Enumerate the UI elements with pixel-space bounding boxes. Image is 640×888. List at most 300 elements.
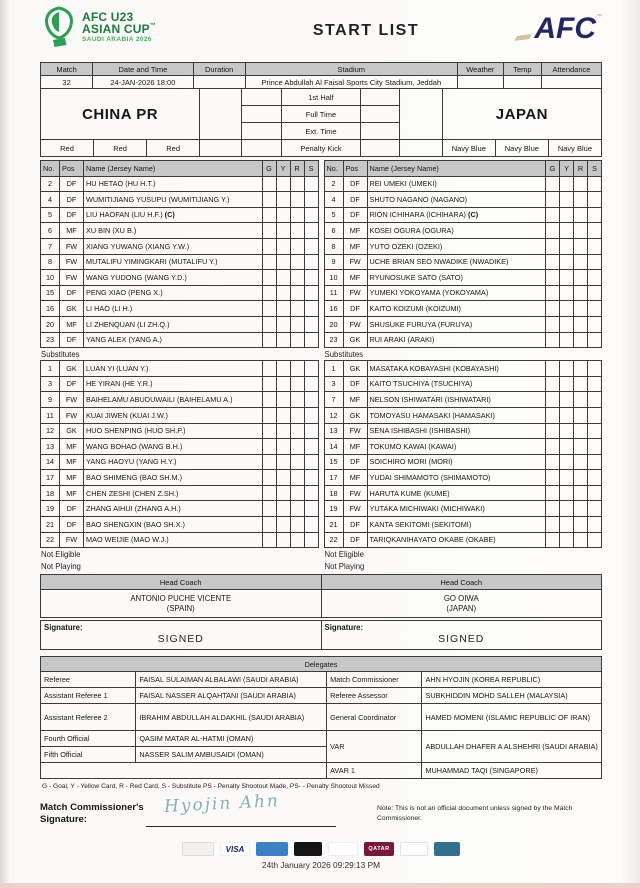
player-position-cell: DF bbox=[343, 454, 367, 470]
away-kit-color-3: Navy Blue bbox=[548, 140, 601, 157]
player-position-cell: GK bbox=[343, 361, 367, 377]
player-row bbox=[41, 376, 319, 392]
player-number-cell: 5 bbox=[324, 207, 343, 223]
player-number-cell: 11 bbox=[41, 407, 60, 423]
red-card-cell bbox=[574, 270, 588, 286]
yellow-card-cell bbox=[560, 176, 574, 192]
substitution-cell bbox=[304, 238, 318, 254]
away-ext-time-score-cell bbox=[360, 123, 400, 140]
substitution-cell bbox=[588, 176, 602, 192]
home-head-coach bbox=[41, 590, 322, 618]
player-table-header bbox=[41, 161, 319, 177]
page-title: START LIST bbox=[312, 22, 420, 39]
player-position-cell: DF bbox=[343, 517, 367, 533]
ext-time-label: Ext. Time bbox=[281, 123, 360, 140]
referee-role: Referee bbox=[41, 672, 136, 688]
player-position-cell: MF bbox=[343, 392, 367, 408]
date-time-value: 24-JAN-2026 18:00 bbox=[93, 76, 193, 89]
player-position-cell: DF bbox=[60, 501, 84, 517]
player-name-cell: RUI ARAKI (ARAKI) bbox=[367, 332, 546, 348]
player-number-cell: 17 bbox=[324, 470, 343, 486]
home-not-eligible-label: Not Eligible bbox=[41, 550, 81, 560]
referee-assessor-name: SUBKHIDDIN MOHD SALLEH (MALAYSIA) bbox=[422, 688, 602, 704]
player-position-cell: MF bbox=[60, 470, 84, 486]
assistant-referee-1-role: Assistant Referee 1 bbox=[41, 688, 136, 704]
player-name-cell: SENA ISHIBASHI (ISHIBASHI) bbox=[367, 423, 546, 439]
player-number-cell: 15 bbox=[41, 285, 60, 301]
red-card-cell bbox=[574, 532, 588, 548]
player-row bbox=[41, 270, 319, 286]
player-number-cell: 10 bbox=[41, 270, 60, 286]
substitution-cell bbox=[588, 454, 602, 470]
player-name-cell: PENG XIAO (PENG X.) bbox=[84, 285, 263, 301]
yellow-card-cell bbox=[560, 485, 574, 501]
goal-cell bbox=[262, 254, 276, 270]
player-row bbox=[324, 238, 602, 254]
full-time-label: Full Time bbox=[281, 106, 360, 123]
yellow-card-cell bbox=[560, 407, 574, 423]
goal-cell bbox=[546, 301, 560, 317]
substitution-cell bbox=[304, 176, 318, 192]
visa-logo: VISA bbox=[220, 842, 250, 856]
goal-cell bbox=[546, 361, 560, 377]
match-commissioner-role: Match Commissioner bbox=[327, 672, 422, 688]
player-name-cell: KUAI JIWEN (KUAI J.W.) bbox=[84, 407, 263, 423]
home-ext-time-score-cell bbox=[242, 123, 282, 140]
substitution-cell bbox=[588, 439, 602, 455]
yellow-card-cell bbox=[276, 407, 290, 423]
goal-cell bbox=[262, 470, 276, 486]
player-position-cell: FW bbox=[343, 254, 367, 270]
home-penalty-score-cell bbox=[242, 140, 282, 157]
player-row bbox=[324, 223, 602, 239]
red-card-cell bbox=[574, 301, 588, 317]
goal-cell bbox=[262, 207, 276, 223]
player-position-cell: MF bbox=[343, 470, 367, 486]
player-name-cell: YUTAKA MICHIWAKI (MICHIWAKI) bbox=[367, 501, 546, 517]
player-name-cell: WANG YUDONG (WANG Y.D.) bbox=[84, 270, 263, 286]
player-position-cell: MF bbox=[343, 270, 367, 286]
goal-cell bbox=[546, 176, 560, 192]
player-row bbox=[324, 270, 602, 286]
away-not-playing-label: Not Playing bbox=[324, 562, 365, 572]
player-number-cell: 22 bbox=[41, 532, 60, 548]
player-row bbox=[41, 223, 319, 239]
yellow-column-header: Y bbox=[276, 161, 290, 177]
substitution-cell bbox=[304, 470, 318, 486]
player-number-cell: 23 bbox=[324, 332, 343, 348]
yellow-card-cell bbox=[560, 501, 574, 517]
player-row bbox=[324, 454, 602, 470]
substitution-cell bbox=[588, 301, 602, 317]
sub-column-header: S bbox=[304, 161, 318, 177]
yellow-card-cell bbox=[560, 270, 574, 286]
red-card-cell bbox=[574, 376, 588, 392]
player-position-cell: FW bbox=[60, 254, 84, 270]
player-name-cell: LI HAO (LI H.) bbox=[84, 301, 263, 317]
red-column-header: R bbox=[290, 161, 304, 177]
yellow-card-cell bbox=[276, 501, 290, 517]
player-row bbox=[324, 423, 602, 439]
player-position-cell: MF bbox=[343, 223, 367, 239]
player-position-cell: FW bbox=[343, 316, 367, 332]
match-info-value-row bbox=[41, 76, 602, 89]
red-card-cell bbox=[574, 254, 588, 270]
yellow-card-cell bbox=[276, 376, 290, 392]
fifth-official-role: Fifth Official bbox=[41, 747, 136, 763]
player-number-cell: 4 bbox=[324, 192, 343, 208]
title-wrap bbox=[240, 6, 492, 40]
goal-cell bbox=[546, 238, 560, 254]
player-name-cell: LUAN YI (LUAN Y.) bbox=[84, 361, 263, 377]
red-card-cell bbox=[290, 361, 304, 377]
goal-cell bbox=[262, 270, 276, 286]
player-position-cell: FW bbox=[60, 392, 84, 408]
substitution-cell bbox=[304, 517, 318, 533]
coach-signature-table bbox=[40, 620, 602, 650]
yellow-card-cell bbox=[276, 238, 290, 254]
player-name-cell: SHUTO NAGANO (NAGANO) bbox=[367, 192, 546, 208]
player-number-cell: 23 bbox=[41, 332, 60, 348]
away-first-half-score-cell bbox=[360, 89, 400, 106]
player-number-cell: 18 bbox=[41, 485, 60, 501]
player-name-cell: KAITO TSUCHIYA (TSUCHIYA) bbox=[367, 376, 546, 392]
away-full-time-score-cell bbox=[360, 106, 400, 123]
delegates-row bbox=[41, 688, 602, 704]
number-column-header: No. bbox=[41, 161, 60, 177]
player-position-cell: MF bbox=[343, 238, 367, 254]
player-row bbox=[41, 192, 319, 208]
red-card-cell bbox=[290, 301, 304, 317]
red-card-cell bbox=[290, 470, 304, 486]
substitution-cell bbox=[304, 423, 318, 439]
player-position-cell: FW bbox=[343, 423, 367, 439]
trademark-symbol: ™ bbox=[149, 22, 157, 29]
goal-column-header: G bbox=[262, 161, 276, 177]
yellow-card-cell bbox=[560, 517, 574, 533]
captain-mark: (C) bbox=[162, 210, 175, 220]
away-head-coach-header: Head Coach bbox=[321, 575, 602, 590]
goal-cell bbox=[546, 332, 560, 348]
away-coach-signature-cell bbox=[321, 621, 602, 650]
commissioner-signature-block bbox=[40, 791, 602, 827]
referee-name: FAISAL SULAIMAN ALBALAWI (SAUDI ARABIA) bbox=[136, 672, 327, 688]
red-card-cell bbox=[574, 332, 588, 348]
player-row bbox=[324, 485, 602, 501]
stadium-header: Stadium bbox=[245, 63, 457, 76]
goal-cell bbox=[262, 176, 276, 192]
away-coach-name: GO OIWA bbox=[443, 593, 479, 603]
player-name-cell: ZHANG AIHUI (ZHANG A.H.) bbox=[84, 501, 263, 517]
player-name-cell: HUO SHENPING (HUO SH.P.) bbox=[84, 423, 263, 439]
yellow-card-cell bbox=[560, 316, 574, 332]
tournament-logo bbox=[40, 6, 240, 48]
player-number-cell: 20 bbox=[324, 316, 343, 332]
goal-cell bbox=[262, 517, 276, 533]
team-score-table bbox=[40, 88, 602, 157]
goal-cell bbox=[262, 301, 276, 317]
goal-cell bbox=[262, 501, 276, 517]
home-starters-table bbox=[40, 160, 319, 348]
yellow-card-cell bbox=[560, 470, 574, 486]
goal-cell bbox=[546, 376, 560, 392]
substitution-cell bbox=[588, 192, 602, 208]
player-position-cell: FW bbox=[60, 532, 84, 548]
away-starters-table bbox=[324, 160, 603, 348]
head-coach-header-row bbox=[41, 575, 602, 590]
player-name-cell: LI ZHENQUAN (LI ZH.Q.) bbox=[84, 316, 263, 332]
player-number-cell: 3 bbox=[324, 376, 343, 392]
substitution-cell bbox=[588, 270, 602, 286]
player-name-cell: UCHE BRIAN SEO NWADIKE (NWADIKE) bbox=[367, 254, 546, 270]
goal-cell bbox=[546, 423, 560, 439]
home-coach-signature-cell bbox=[41, 621, 322, 650]
player-number-cell: 19 bbox=[41, 501, 60, 517]
yellow-card-cell bbox=[560, 254, 574, 270]
yellow-card-cell bbox=[560, 285, 574, 301]
substitution-cell bbox=[304, 532, 318, 548]
red-card-cell bbox=[290, 223, 304, 239]
player-name-cell: BAO SHIMENG (BAO SH.M.) bbox=[84, 470, 263, 486]
player-number-cell: 13 bbox=[41, 439, 60, 455]
player-position-cell: GK bbox=[60, 423, 84, 439]
match-info-table bbox=[40, 62, 602, 89]
substitution-cell bbox=[588, 254, 602, 270]
player-name-cell: XIANG YUWANG (XIANG Y.W.) bbox=[84, 238, 263, 254]
commissioner-signature-line bbox=[146, 791, 336, 827]
player-number-cell: 12 bbox=[41, 423, 60, 439]
assistant-referee-2-name: IBRAHIM ABDULLAH ALDAKHIL (SAUDI ARABIA) bbox=[136, 704, 327, 731]
player-name-cell: SHUSUKE FURUYA (FURUYA) bbox=[367, 316, 546, 332]
head-coach-name-row bbox=[41, 590, 602, 618]
red-column-header: R bbox=[574, 161, 588, 177]
player-number-cell: 10 bbox=[324, 270, 343, 286]
substitutes-labels bbox=[40, 348, 602, 360]
assistant-referee-2-role: Assistant Referee 2 bbox=[41, 704, 136, 731]
yellow-card-cell bbox=[560, 301, 574, 317]
substitution-cell bbox=[588, 223, 602, 239]
goal-cell bbox=[546, 439, 560, 455]
player-number-cell: 5 bbox=[41, 207, 60, 223]
yellow-card-cell bbox=[276, 517, 290, 533]
red-card-cell bbox=[290, 270, 304, 286]
substitution-cell bbox=[304, 332, 318, 348]
goal-cell bbox=[546, 392, 560, 408]
player-position-cell: FW bbox=[60, 270, 84, 286]
delegates-row bbox=[41, 672, 602, 688]
player-name-cell: MUTALIFU YIMINGKARI (MUTALIFU Y.) bbox=[84, 254, 263, 270]
page-header bbox=[40, 6, 602, 60]
sponsor-logo-5 bbox=[328, 842, 358, 856]
goal-cell bbox=[546, 254, 560, 270]
player-number-cell: 15 bbox=[324, 454, 343, 470]
player-position-cell: GK bbox=[343, 332, 367, 348]
goal-cell bbox=[262, 392, 276, 408]
goal-cell bbox=[546, 454, 560, 470]
sponsor-logo-4 bbox=[294, 842, 322, 856]
player-position-cell: GK bbox=[60, 361, 84, 377]
player-position-cell: MF bbox=[60, 485, 84, 501]
match-header: Match bbox=[41, 63, 93, 76]
player-number-cell: 14 bbox=[324, 439, 343, 455]
red-card-cell bbox=[574, 423, 588, 439]
goal-cell bbox=[262, 423, 276, 439]
player-name-cell: RYUNOSUKE SATO (SATO) bbox=[367, 270, 546, 286]
player-name-cell: YANG ALEX (YANG A.) bbox=[84, 332, 263, 348]
goal-cell bbox=[546, 270, 560, 286]
player-number-cell: 20 bbox=[41, 316, 60, 332]
player-row bbox=[324, 332, 602, 348]
player-position-cell: MF bbox=[343, 439, 367, 455]
player-position-cell: FW bbox=[343, 485, 367, 501]
yellow-card-cell bbox=[276, 423, 290, 439]
player-name-cell: CHEN ZESHI (CHEN Z.SH.) bbox=[84, 485, 263, 501]
fourth-official-name: QASIM MATAR AL-HATMI (OMAN) bbox=[136, 731, 327, 747]
player-row bbox=[324, 316, 602, 332]
yellow-card-cell bbox=[276, 192, 290, 208]
sponsors-strip bbox=[40, 842, 602, 856]
captain-mark: (C) bbox=[466, 210, 479, 220]
yellow-card-cell bbox=[276, 485, 290, 501]
player-number-cell: 7 bbox=[41, 238, 60, 254]
player-name-cell: MASATAKA KOBAYASHI (KOBAYASHI) bbox=[367, 361, 546, 377]
player-row bbox=[41, 176, 319, 192]
goal-cell bbox=[262, 407, 276, 423]
match-commissioner-name: AHN HYOJIN (KOREA REPUBLIC) bbox=[422, 672, 602, 688]
home-coach-country: (SPAIN) bbox=[166, 603, 195, 613]
substitution-cell bbox=[304, 285, 318, 301]
substitution-cell bbox=[304, 301, 318, 317]
player-row bbox=[41, 301, 319, 317]
yellow-card-cell bbox=[560, 439, 574, 455]
duration-value bbox=[193, 76, 245, 89]
general-coordinator-role: General Coordinator bbox=[327, 704, 422, 731]
player-position-cell: DF bbox=[343, 301, 367, 317]
away-substitutes-label: Substitutes bbox=[324, 350, 364, 360]
player-number-cell: 14 bbox=[41, 454, 60, 470]
assistant-referee-1-name: FAISAL NASSER ALQAHTANI (SAUDI ARABIA) bbox=[136, 688, 327, 704]
red-card-cell bbox=[574, 192, 588, 208]
yellow-card-cell bbox=[560, 454, 574, 470]
red-card-cell bbox=[574, 238, 588, 254]
red-card-cell bbox=[574, 392, 588, 408]
player-position-cell: FW bbox=[60, 238, 84, 254]
player-number-cell: 8 bbox=[41, 254, 60, 270]
home-kit-color-2: Red bbox=[94, 140, 147, 157]
afc-logo-swoosh bbox=[514, 34, 531, 41]
substitution-cell bbox=[304, 223, 318, 239]
substitution-cell bbox=[304, 207, 318, 223]
red-card-cell bbox=[290, 332, 304, 348]
substitutes-lists bbox=[40, 360, 602, 548]
fourth-official-role: Fourth Official bbox=[41, 731, 136, 747]
player-number-cell: 18 bbox=[324, 485, 343, 501]
home-full-time-score-cell bbox=[242, 106, 282, 123]
player-position-cell: DF bbox=[60, 517, 84, 533]
sub-column-header: S bbox=[588, 161, 602, 177]
player-row bbox=[41, 207, 319, 223]
commissioner-signature-label bbox=[40, 802, 144, 827]
player-row bbox=[41, 238, 319, 254]
goal-cell bbox=[262, 454, 276, 470]
spacer-cell bbox=[200, 89, 242, 140]
player-row bbox=[324, 207, 602, 223]
player-row bbox=[324, 532, 602, 548]
general-coordinator-name: HAMED MOMENI (ISLAMIC REPUBLIC OF IRAN) bbox=[422, 704, 602, 731]
home-coach-name: ANTONIO PUCHE VICENTE bbox=[130, 593, 232, 603]
date-time-header: Date and Time bbox=[93, 63, 193, 76]
player-name-cell: YUMEKI YOKOYAMA (YOKOYAMA) bbox=[367, 285, 546, 301]
red-card-cell bbox=[574, 223, 588, 239]
weather-value bbox=[457, 76, 503, 89]
blank-space bbox=[40, 827, 602, 842]
goal-cell bbox=[262, 238, 276, 254]
goal-cell bbox=[262, 376, 276, 392]
player-name-cell: TOMOYASU HAMASAKI (HAMASAKI) bbox=[367, 407, 546, 423]
goal-cell bbox=[546, 316, 560, 332]
fifth-official-name: NASSER SALIM AMBUSAIDI (OMAN) bbox=[136, 747, 327, 763]
photo-edge bbox=[0, 883, 640, 888]
player-row bbox=[41, 316, 319, 332]
player-position-cell: MF bbox=[60, 223, 84, 239]
player-row bbox=[324, 285, 602, 301]
home-kit-color-1: Red bbox=[41, 140, 94, 157]
afc-logo bbox=[492, 6, 602, 44]
player-number-cell: 1 bbox=[41, 361, 60, 377]
substitution-cell bbox=[588, 392, 602, 408]
player-name-cell: SOICHIRO MORI (MORI) bbox=[367, 454, 546, 470]
substitution-cell bbox=[588, 407, 602, 423]
goal-cell bbox=[262, 439, 276, 455]
goal-cell bbox=[546, 285, 560, 301]
commissioner-label-line2: Signature: bbox=[40, 814, 87, 826]
name-column-header: Name (Jersey Name) bbox=[367, 161, 546, 177]
red-card-cell bbox=[290, 207, 304, 223]
player-name-cell: LIU HAOFAN (LIU H.F.) (C) bbox=[84, 207, 263, 223]
red-card-cell bbox=[574, 176, 588, 192]
player-row bbox=[41, 439, 319, 455]
player-name-cell: YUDAI SHIMAMOTO (SHIMAMOTO) bbox=[367, 470, 546, 486]
player-name-cell: TOKUMO KAWAI (KAWAI) bbox=[367, 439, 546, 455]
player-name-cell: WUMITIJIANG YUSUPU (WUMITIJIANG Y.) bbox=[84, 192, 263, 208]
player-number-cell: 6 bbox=[41, 223, 60, 239]
goal-cell bbox=[262, 192, 276, 208]
delegates-row bbox=[41, 763, 602, 779]
afc-trademark: ™ bbox=[596, 14, 602, 20]
away-team-name: JAPAN bbox=[442, 89, 601, 140]
red-card-cell bbox=[290, 254, 304, 270]
yellow-card-cell bbox=[560, 376, 574, 392]
away-substitutes-table bbox=[324, 360, 603, 548]
player-position-cell: DF bbox=[60, 207, 84, 223]
player-row bbox=[324, 392, 602, 408]
yellow-column-header: Y bbox=[560, 161, 574, 177]
player-row bbox=[324, 501, 602, 517]
player-row bbox=[324, 361, 602, 377]
player-name-cell: KAITO KOIZUMI (KOIZUMI) bbox=[367, 301, 546, 317]
home-substitutes-table bbox=[40, 360, 319, 548]
player-number-cell: 9 bbox=[41, 392, 60, 408]
home-team-name: CHINA PR bbox=[41, 89, 200, 140]
red-card-cell bbox=[290, 285, 304, 301]
yellow-card-cell bbox=[276, 207, 290, 223]
trophy-icon bbox=[40, 6, 78, 48]
handwritten-signature: Hyojin Ahn bbox=[163, 791, 280, 818]
substitution-cell bbox=[588, 517, 602, 533]
player-row bbox=[41, 254, 319, 270]
substitution-cell bbox=[588, 532, 602, 548]
yellow-card-cell bbox=[560, 423, 574, 439]
